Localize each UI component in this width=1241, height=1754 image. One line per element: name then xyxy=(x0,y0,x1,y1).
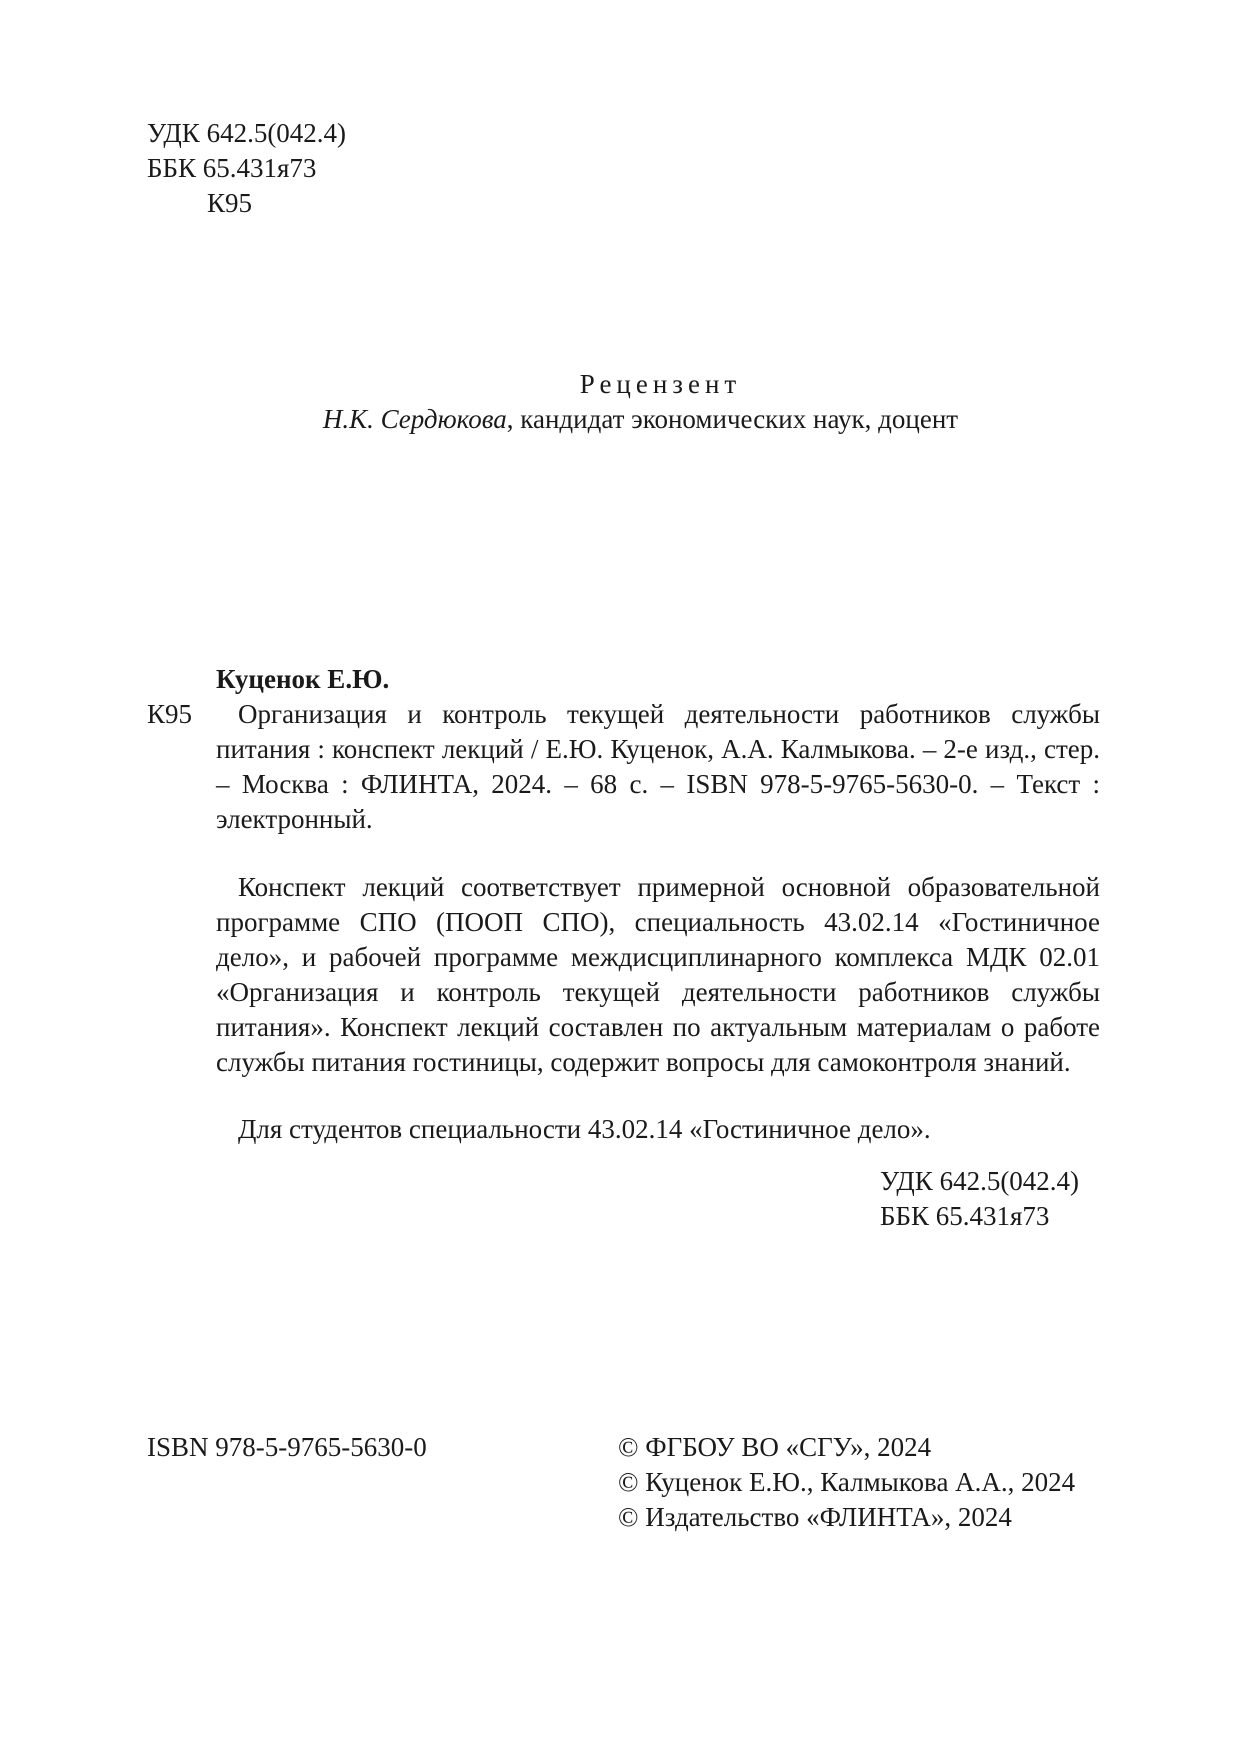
audience-paragraph: Для студентов специальности 43.02.14 «Гостиничное дело». xyxy=(238,1114,931,1144)
copyright-line: © ФГБОУ ВО «СГУ», 2024 xyxy=(618,1432,932,1462)
reviewer-heading: Рецензент xyxy=(579,369,742,399)
isbn: ISBN 978-5-9765-5630-0 xyxy=(147,1432,427,1462)
bbk-code-bottom: ББК 65.431я73 xyxy=(880,1201,1050,1231)
reviewer-name: Н.К. Сердюкова xyxy=(322,404,507,434)
bottom-classification-codes xyxy=(880,1164,1079,1234)
author-mark: К95 xyxy=(207,188,253,218)
udk-code: УДК 642.5(042.4) xyxy=(147,118,347,148)
bibliographic-citation: Организация и контроль текущей деятельности работников службы питания : конспект лекций / Е.Ю. Куценок, А.А. Калмыкова. – 2-е изд., стер. – Москва : ФЛИНТА, 2024. – 68 с. – ISBN 978-5-9765-5630-0. – Текст : электронный. xyxy=(216,699,1100,834)
reviewer-block xyxy=(0,367,1241,437)
copyright-line: © Куценок Е.Ю., Калмыкова А.А., 2024 xyxy=(618,1467,1076,1497)
copyright-block xyxy=(618,1430,1075,1535)
top-classification-codes xyxy=(147,116,346,221)
annotation-paragraph: Конспект лекций соответствует примерной основной образовательной программе СПО (ПООП СПО), специальность 43.02.14 «Гостиничное дело», и рабочей программе междисциплинарного комплекса МДК 02.01 «Организация и контроль текущей деятельности работников службы питания». Конспект лекций составлен по актуальным материалам о работе службы питания гостиницы, содержит вопросы для самоконтроля знаний. xyxy=(216,872,1100,1077)
bbk-code: ББК 65.431я73 xyxy=(147,153,317,183)
reviewer-line xyxy=(0,402,1241,437)
author-mark-margin: К95 xyxy=(147,699,193,729)
udk-code-bottom: УДК 642.5(042.4) xyxy=(880,1166,1080,1196)
reviewer-credentials: , кандидат экономических наук, доцент xyxy=(506,404,959,434)
author-heading: Куценок Е.Ю. xyxy=(216,664,390,694)
copyright-line: © Издательство «ФЛИНТА», 2024 xyxy=(618,1502,1012,1532)
